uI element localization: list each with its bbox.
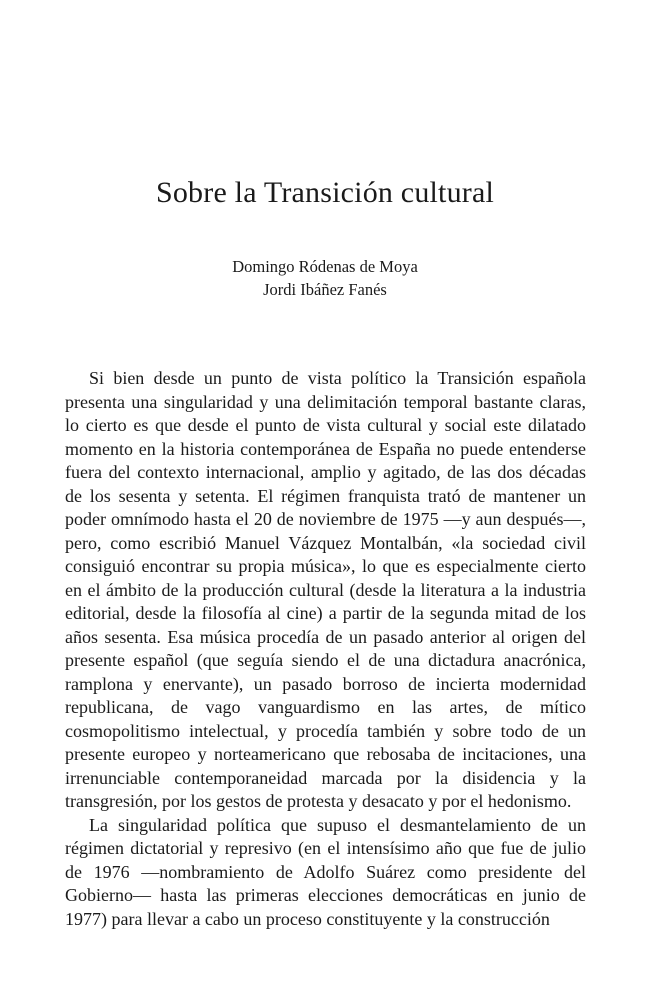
page-title: Sobre la Transición cultural (155, 176, 495, 209)
paragraph: La singularidad política que supuso el desmantelamiento de un régimen dictatorial y represivo (en el intensísimo año que fue de julio de 1976 —nombramiento de Adolfo Suárez como presidente del Gobierno— hasta las primeras elecciones democráticas en junio de 1977) para llevar a cabo un proceso constituyente y la construcción (65, 814, 586, 929)
paragraph: Si bien desde un punto de vista político la Transición española presenta una singularidad y una delimitación temporal bastante claras, lo cierto es que desde el punto de vista cultural y social este dilatado momento en la historia contemporánea de España no puede entenderse fuera del contexto internacional, amplio y agitado, de las dos décadas de los sesenta y setenta. El régimen franquista trató de mantener un poder omnímodo hasta el 20 de noviembre de 1975 —y aun después—, pero, como escribió Manuel Vázquez Montalbán, «la sociedad civil consiguió encontrar su propia música», lo que es especialmente cierto en el ámbito de la producción cultural (desde la literatura a la industria editorial, desde la filosofía al cine) a partir de la segunda mitad de los años sesenta. Esa música procedía de un pasado anterior al origen del presente español (que seguía siendo el de una dictadura anacrónica, ramplona y enervante), un pasado borroso de incierta modernidad republicana, de vago vanguardismo en las artes, de mítico cosmopolitismo intelectual, y procedía también y sobre todo de un presente europeo y norteamericano que rebosaba de incitaciones, una irrenunciable contemporaneidad marcada por la disidencia y la transgresión, por los gestos de protesta y desacato y por el hedonismo. (65, 368, 586, 811)
body-text (65, 367, 586, 931)
author-list (0, 255, 650, 301)
author-name: Jordi Ibáñez Fanés (263, 280, 387, 299)
author-name: Domingo Ródenas de Moya (232, 257, 418, 276)
